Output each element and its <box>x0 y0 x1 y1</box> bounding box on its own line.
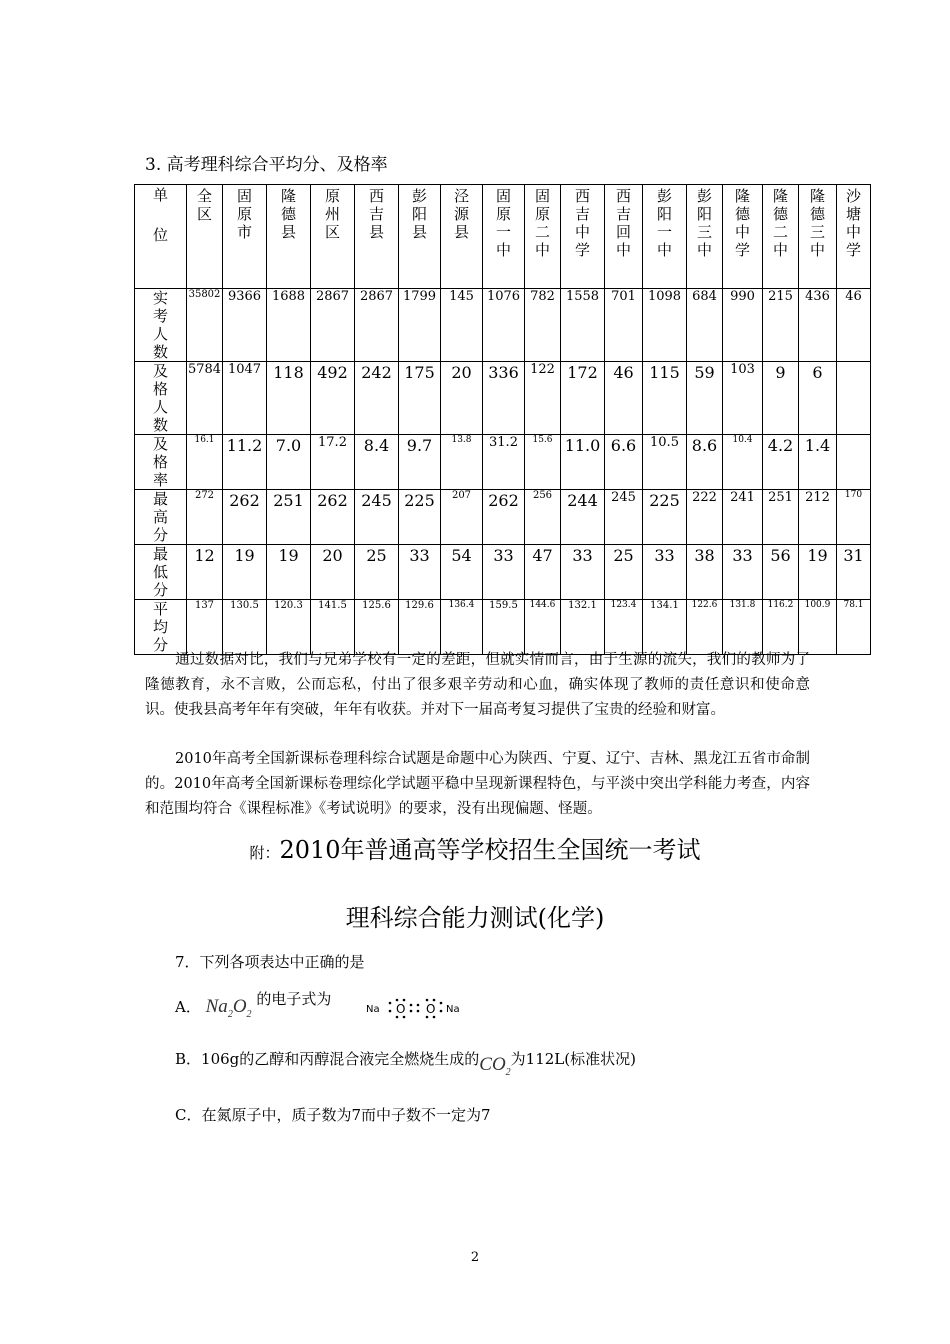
row-label: 最高分 <box>152 490 168 544</box>
row-label: 平均分 <box>152 600 168 654</box>
column-header-label: 泾源县 <box>453 187 469 241</box>
column-header-label: 隆德中学 <box>734 187 750 259</box>
table-cell: 256 <box>525 490 561 545</box>
column-header-label: 西吉县 <box>368 187 384 241</box>
formula-sub-1: 2 <box>227 1008 233 1020</box>
table-cell: 120.3 <box>267 600 311 655</box>
table-cell: 16.1 <box>187 435 223 490</box>
table-cell: 122.6 <box>687 600 723 655</box>
table-cell: 17.2 <box>311 435 355 490</box>
table-cell: 9.7 <box>399 435 441 490</box>
table-cell: 12 <box>187 545 223 600</box>
column-header-cell <box>799 185 837 289</box>
option-b <box>175 1048 636 1078</box>
table-cell: 241 <box>723 490 763 545</box>
table-cell: 129.6 <box>399 600 441 655</box>
table-cell: 19 <box>267 545 311 600</box>
table-cell: 144.6 <box>525 600 561 655</box>
table-cell: 136.4 <box>441 600 483 655</box>
table-cell: 33 <box>399 545 441 600</box>
column-header-label: 西吉中学 <box>574 187 590 259</box>
formula-o: O <box>232 996 247 1017</box>
table-cell: 137 <box>187 600 223 655</box>
table-cell: 1.4 <box>799 435 837 490</box>
row-label-cell <box>135 362 187 435</box>
table-cell: 46 <box>837 289 871 362</box>
formula-co2 <box>479 1054 511 1078</box>
column-header-cell <box>441 185 483 289</box>
table-cell: 6 <box>799 362 837 435</box>
table-cell: 35802 <box>187 289 223 362</box>
table-cell: 436 <box>799 289 837 362</box>
appendix-title: 2010年普通高等学校招生全国统一考试 <box>279 836 701 864</box>
column-header-cell <box>723 185 763 289</box>
column-header-label: 彭阳三中 <box>696 187 712 259</box>
table-cell: 10.4 <box>723 435 763 490</box>
column-header-label: 隆德县 <box>280 187 296 241</box>
column-header-cell <box>223 185 267 289</box>
column-header-label: 隆德二中 <box>772 187 788 259</box>
row-label-cell <box>135 490 187 545</box>
table-cell: 272 <box>187 490 223 545</box>
table-cell: 1558 <box>561 289 605 362</box>
formula-co-sub: 2 <box>505 1066 511 1078</box>
table-cell: 225 <box>399 490 441 545</box>
table-row <box>135 490 871 545</box>
row-label-cell <box>135 289 187 362</box>
column-header-label: 沙塘中学 <box>845 187 861 259</box>
option-a-text: 的电子式为 <box>256 990 332 1008</box>
column-header-cell <box>187 185 223 289</box>
option-c: C．在氮原子中，质子数为7而中子数不一定为7 <box>175 1106 491 1124</box>
table-cell: 170 <box>837 490 871 545</box>
column-header-cell <box>311 185 355 289</box>
section-title: 3. 高考理科综合平均分、及格率 <box>145 155 388 175</box>
appendix-heading <box>0 830 950 865</box>
formula-na: Na <box>205 996 228 1017</box>
column-header-label: 原州区 <box>324 187 340 241</box>
option-a-label: A． <box>175 998 201 1016</box>
option-b-text-1: B．106g的乙醇和丙醇混合液完全燃烧生成的 <box>175 1050 480 1068</box>
table-cell: 115 <box>643 362 687 435</box>
column-header-label: 彭阳县 <box>411 187 427 241</box>
table-cell: 31.2 <box>483 435 525 490</box>
table-cell: 145 <box>441 289 483 362</box>
table-row <box>135 600 871 655</box>
column-header-label: 固原一中 <box>495 187 511 259</box>
table-cell: 215 <box>763 289 799 362</box>
electron-dot-o1: O <box>396 1002 406 1016</box>
table-cell: 336 <box>483 362 525 435</box>
table-cell: 262 <box>483 490 525 545</box>
paragraph-comparison-text: 通过数据对比，我们与兄弟学校有一定的差距，但就实情而言，由于生源的流失，我们的教师为了隆德教育，永不言败，公而忘私，付出了很多艰辛劳动和心血，确实体现了教师的责任意识和使命意识。使我县高考年年有突破，年年有收获。并对下一届高考复习提供了宝贵的经验和财富。 <box>145 652 810 718</box>
table-cell: 134.1 <box>643 600 687 655</box>
row-label: 实考人数 <box>152 289 168 361</box>
table-cell: 7.0 <box>267 435 311 490</box>
table-cell: 125.6 <box>355 600 399 655</box>
option-a <box>175 988 466 1020</box>
formula-co: CO <box>479 1054 506 1075</box>
column-header-cell <box>355 185 399 289</box>
table-cell: 33 <box>643 545 687 600</box>
table-cell: 59 <box>687 362 723 435</box>
page-number: 2 <box>470 1250 480 1265</box>
formula-na2o2 <box>205 996 252 1020</box>
table-cell: 31 <box>837 545 871 600</box>
table-row <box>135 289 871 362</box>
table-cell: 245 <box>355 490 399 545</box>
header-unit-cell: 单 位 <box>135 185 187 289</box>
statistics-table <box>134 184 871 655</box>
column-header-cell <box>561 185 605 289</box>
column-header-cell <box>687 185 723 289</box>
paragraph-exam-analysis-text: 2010年高考全国新课标卷理科综合试题是命题中心为陕西、宁夏、辽宁、吉林、黑龙江五省市命制的。2010年高考全国新课标卷理综化学试题平稳中呈现新课程特色，与平淡中突出学科能力考查，内容和范围均符合《课程标准》《考试说明》的要求，没有出现偏题、怪题。 <box>145 751 810 817</box>
table-cell: 175 <box>399 362 441 435</box>
table-cell: 159.5 <box>483 600 525 655</box>
electron-dot-diagram <box>366 997 466 1019</box>
appendix-prefix: 附： <box>249 844 280 862</box>
table-cell: 222 <box>687 490 723 545</box>
table-cell: 33 <box>561 545 605 600</box>
column-header-cell <box>267 185 311 289</box>
electron-dot-formula <box>366 997 466 1019</box>
table-cell: 262 <box>223 490 267 545</box>
table-cell: 20 <box>311 545 355 600</box>
electron-dot-na-left: Na <box>366 1004 380 1015</box>
table-cell <box>837 435 871 490</box>
electron-dot-na-right: Na <box>446 1004 460 1015</box>
column-header-cell <box>643 185 687 289</box>
table-cell: 11.2 <box>223 435 267 490</box>
column-header-cell <box>837 185 871 289</box>
table-cell: 207 <box>441 490 483 545</box>
table-cell: 19 <box>799 545 837 600</box>
table-cell: 9 <box>763 362 799 435</box>
column-header-cell <box>605 185 643 289</box>
table-cell <box>837 362 871 435</box>
table-cell: 123.4 <box>605 600 643 655</box>
row-label-cell <box>135 435 187 490</box>
row-label: 及格人数 <box>152 362 168 434</box>
table-cell: 25 <box>605 545 643 600</box>
table-cell: 1098 <box>643 289 687 362</box>
table-cell: 212 <box>799 490 837 545</box>
table-cell: 33 <box>483 545 525 600</box>
table-cell: 130.5 <box>223 600 267 655</box>
table-cell: 11.0 <box>561 435 605 490</box>
table-cell: 15.6 <box>525 435 561 490</box>
table-cell: 1799 <box>399 289 441 362</box>
table-cell: 701 <box>605 289 643 362</box>
table-cell: 56 <box>763 545 799 600</box>
column-header-cell <box>525 185 561 289</box>
table-cell: 38 <box>687 545 723 600</box>
table-cell: 103 <box>723 362 763 435</box>
question-7: 7．下列各项表达中正确的是 <box>175 953 365 971</box>
column-header-label: 西吉回中 <box>615 187 631 259</box>
table-cell: 47 <box>525 545 561 600</box>
column-header-label: 彭阳一中 <box>656 187 672 259</box>
table-cell: 122 <box>525 362 561 435</box>
option-b-text-2: 为112L(标准状况) <box>510 1050 636 1068</box>
table-cell: 46 <box>605 362 643 435</box>
table-cell: 132.1 <box>561 600 605 655</box>
table-cell: 782 <box>525 289 561 362</box>
paragraph-exam-analysis <box>145 747 810 822</box>
table-cell: 245 <box>605 490 643 545</box>
table-cell: 684 <box>687 289 723 362</box>
table-cell: 9366 <box>223 289 267 362</box>
table-cell: 116.2 <box>763 600 799 655</box>
table-cell: 141.5 <box>311 600 355 655</box>
row-label-cell <box>135 545 187 600</box>
table-cell: 251 <box>267 490 311 545</box>
table-cell: 492 <box>311 362 355 435</box>
table-cell: 2867 <box>311 289 355 362</box>
table-cell: 20 <box>441 362 483 435</box>
row-label-cell <box>135 600 187 655</box>
table-cell: 2867 <box>355 289 399 362</box>
table-cell: 5784 <box>187 362 223 435</box>
column-header-label: 全区 <box>196 187 212 223</box>
exam-subtitle: 理科综合能力测试(化学) <box>345 904 605 932</box>
table-cell: 54 <box>441 545 483 600</box>
table-cell: 10.5 <box>643 435 687 490</box>
table-cell: 33 <box>723 545 763 600</box>
table-row <box>135 545 871 600</box>
column-header-cell <box>399 185 441 289</box>
table-cell: 6.6 <box>605 435 643 490</box>
table-row <box>135 362 871 435</box>
table-cell: 244 <box>561 490 605 545</box>
table-cell: 242 <box>355 362 399 435</box>
table-cell: 4.2 <box>763 435 799 490</box>
table-cell: 131.8 <box>723 600 763 655</box>
table-cell: 1076 <box>483 289 525 362</box>
row-label: 及格率 <box>152 435 168 489</box>
table-cell: 25 <box>355 545 399 600</box>
table-cell: 19 <box>223 545 267 600</box>
row-label: 最低分 <box>152 545 168 599</box>
table-cell: 118 <box>267 362 311 435</box>
table-cell: 8.4 <box>355 435 399 490</box>
paragraph-comparison <box>145 648 810 723</box>
electron-dot-o2: O <box>426 1002 436 1016</box>
column-header-cell <box>483 185 525 289</box>
table-cell: 8.6 <box>687 435 723 490</box>
table-cell: 78.1 <box>837 600 871 655</box>
table-cell: 262 <box>311 490 355 545</box>
column-header-label: 固原二中 <box>534 187 550 259</box>
table-cell: 1047 <box>223 362 267 435</box>
table-cell: 251 <box>763 490 799 545</box>
column-header-label: 固原市 <box>236 187 252 241</box>
table-cell: 172 <box>561 362 605 435</box>
column-header-cell <box>763 185 799 289</box>
table-cell: 1688 <box>267 289 311 362</box>
table-cell: 990 <box>723 289 763 362</box>
formula-sub-2: 2 <box>246 1008 252 1020</box>
table-cell: 225 <box>643 490 687 545</box>
column-header-label: 隆德三中 <box>809 187 825 259</box>
table-cell: 13.8 <box>441 435 483 490</box>
table-row <box>135 435 871 490</box>
table-header-row <box>135 185 871 289</box>
table-cell: 100.9 <box>799 600 837 655</box>
